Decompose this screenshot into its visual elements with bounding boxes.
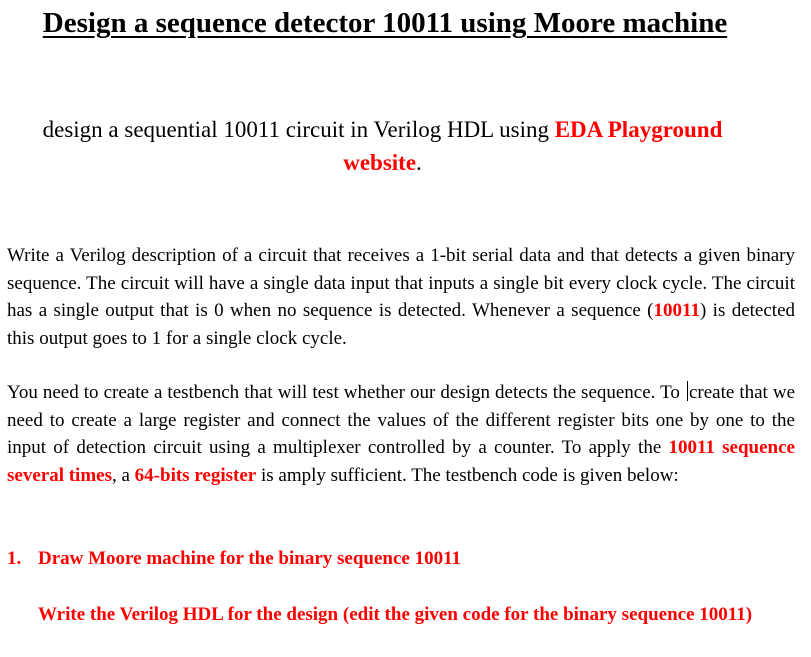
paragraph2-highlight-1: 10011 sequence several times [7,437,795,486]
subtitle-text: design a sequential 10011 circuit in Verilog HDL using [42,117,555,142]
text-cursor [687,381,688,401]
paragraph1-text-after: ) is detected this output goes to 1 for a single clock cycle. [7,300,795,349]
question-2-number [7,601,38,629]
subtitle-highlight: EDA Playground website [343,117,723,175]
paragraph1-text-before: Write a Verilog description of a circuit that receives a 1-bit serial data and that detects a given binary sequence. The circuit will have a single data input that inputs a single bit every clock cycle. The circuit has a single output that is 0 when no sequence is detected. Whenever a sequence ( [7,245,795,321]
paragraph2-text-a: You need to create a testbench that will test whether our design detects the sequence. To [7,382,685,403]
paragraph2-text-c: , a [111,464,135,486]
page-title: Design a sequence detector 10011 using Moore machine [42,7,728,39]
description-paragraph [7,242,795,352]
paragraph1-highlight: 10011 [653,300,700,321]
paragraph2-text-b: create that we need to create a large register and connect the values of the different register bits one by one to the input of detection circuit using a multiplexer controlled by a counter. To apply the [7,382,795,458]
testbench-paragraph [7,379,795,489]
question-1 [7,545,795,573]
question-2-text: Write the Verilog HDL for the design (edit the given code for the binary sequence 10011) [38,604,753,625]
paragraph2-highlight-2: 64-bits register [134,464,257,486]
question-1-number: 1. [7,548,22,569]
question-2 [7,601,795,629]
subtitle-end: . [416,150,422,175]
question-1-text: Draw Moore machine for the binary sequence 10011 [38,548,462,569]
paragraph2-text-d: is amply sufficient. The testbench code is given below: [256,464,679,486]
subtitle [10,113,755,179]
